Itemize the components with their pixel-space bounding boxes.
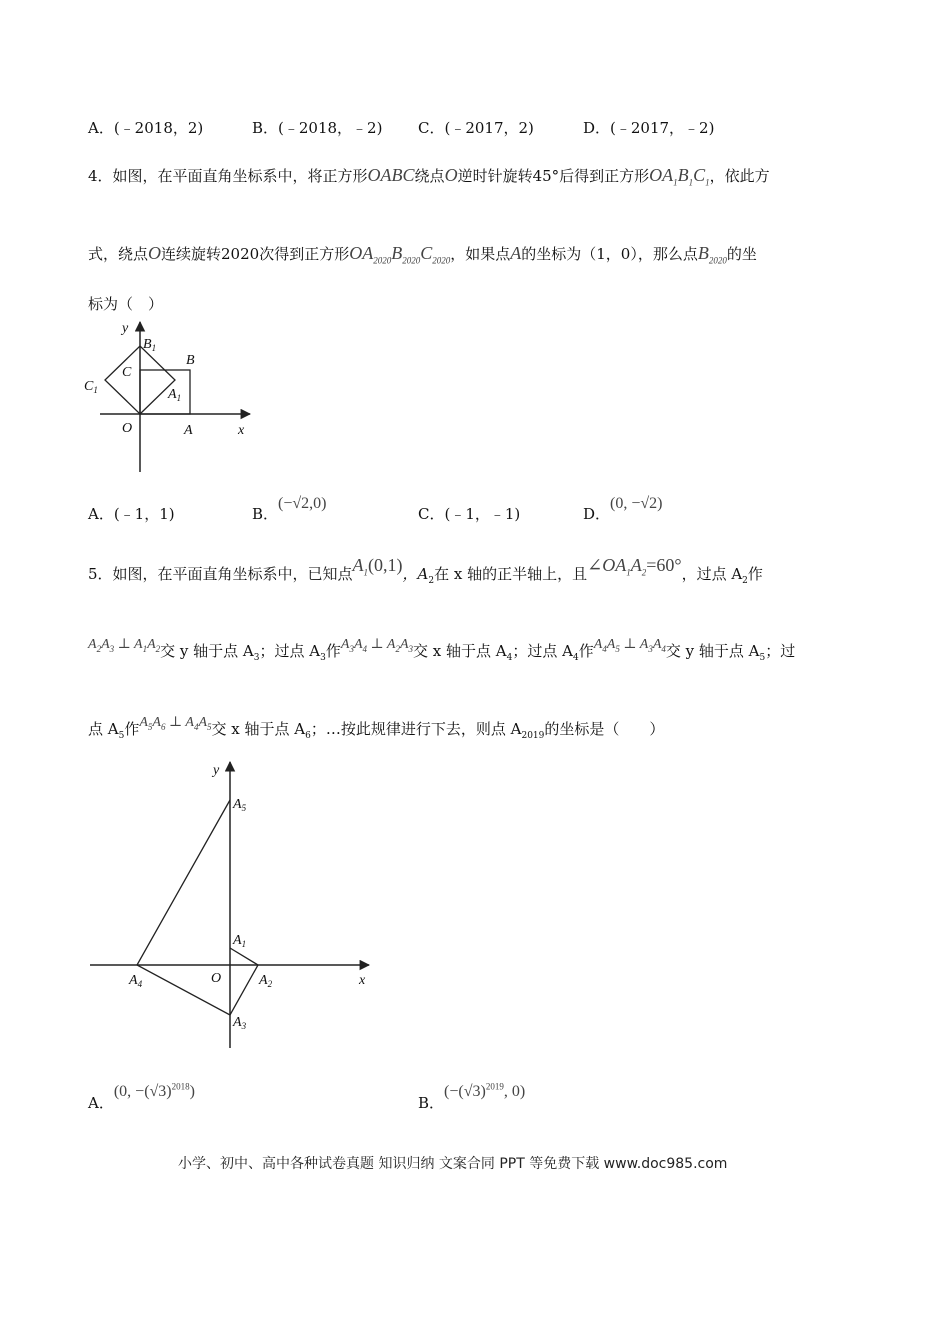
q4-label-y: y xyxy=(122,321,129,336)
q4-option-d-math: (0, −√2) xyxy=(610,495,663,512)
q5-text: 点 A xyxy=(88,720,119,738)
q4-text: 的坐标为（1，0），那么点 xyxy=(521,245,698,263)
q4-line-3: 标为（ ） xyxy=(88,295,164,313)
q4-option-d xyxy=(583,492,663,523)
q4-line-1 xyxy=(88,165,770,188)
q5-text: 5．如图，在平面直角坐标系中，已知点 xyxy=(88,565,353,583)
q4-label-b1 xyxy=(143,337,156,353)
q5-math-perp-4: $A_5A_6$ ⊥ $A_4A_5$ xyxy=(139,715,212,732)
q5-figure xyxy=(85,758,375,1053)
q5-math-perp-1: $A_2A_3$ ⊥ $A_1A_2$ xyxy=(88,637,161,654)
q5-text: 作 xyxy=(747,565,763,583)
q4-math-square-2020: $OA_{2020}B_{2020}C_{2020}$ xyxy=(349,243,451,266)
q5-text: 作 xyxy=(578,642,594,660)
q5-option-b-math: ($-(√3)^{2019}$, 0) xyxy=(444,1081,526,1100)
q5-sub: 4 xyxy=(506,653,513,663)
q5-label-a5-sub: 5 xyxy=(241,803,247,813)
q5-label-x: x xyxy=(359,973,366,988)
q5-label-a4-sub: 4 xyxy=(137,979,143,989)
q5-label-a4-main: A xyxy=(129,973,138,988)
q4-line-2 xyxy=(88,243,757,266)
q5-sub: 5 xyxy=(118,731,125,741)
q5-option-a-math: (0, $-(√3)^{2018}$) xyxy=(113,1081,195,1100)
q5-text: 交 y 轴于点 A xyxy=(160,642,254,660)
q4-text: ，如果点 xyxy=(450,245,511,263)
q4-label-a1 xyxy=(167,387,181,403)
q4-text: ，依此方 xyxy=(709,167,770,185)
q3-option-c: C．(﹣2017，2) xyxy=(418,119,534,137)
q4-text: 4．如图，在平面直角坐标系中，将正方形 xyxy=(88,167,368,185)
q4-math-o: O xyxy=(148,243,162,263)
q5-option-b-label: B． xyxy=(418,1094,445,1112)
q4-math-o: O xyxy=(444,165,458,185)
q5-label-a2 xyxy=(258,973,273,989)
q3-option-d: D．(﹣2017，﹣2) xyxy=(583,119,715,137)
q4-label-b: B xyxy=(186,353,195,368)
q5-label-a3-main: A xyxy=(233,1015,242,1030)
q4-text: 连续旋转2020次得到正方形 xyxy=(161,245,350,263)
q5-label-o: O xyxy=(211,971,222,986)
q4-option-b-math: (−√2,0) xyxy=(278,495,327,512)
q4-option-a: A．(﹣1，1) xyxy=(88,505,175,523)
q4-option-d-label: D． xyxy=(583,505,611,523)
q5-label-a5 xyxy=(232,797,247,813)
q4-label-x: x xyxy=(238,423,245,438)
q4-label-c1-main: C xyxy=(84,379,94,394)
q5-label-a4 xyxy=(128,973,143,989)
q5-label-y: y xyxy=(213,763,220,778)
q5-sub: 4 xyxy=(572,653,579,663)
q4-text: 式，绕点 xyxy=(88,245,149,263)
q4-label-c1-sub: 1 xyxy=(93,385,98,395)
q5-label-a1 xyxy=(232,933,246,949)
q5-text: 作 xyxy=(325,642,341,660)
q5-option-a-label: A． xyxy=(88,1094,114,1112)
q5-label-a2-sub: 2 xyxy=(267,979,273,989)
q5-math-perp-3: $A_4A_5$ ⊥ $A_3A_4$ xyxy=(593,637,666,654)
q4-text: 绕点 xyxy=(414,167,445,185)
q4-option-b-label: B． xyxy=(252,505,279,523)
q5-label-a5-main: A xyxy=(233,797,242,812)
q4-math-b2020: $B_{2020}$ xyxy=(697,243,727,266)
q5-text: 交 x 轴于点 A xyxy=(211,720,306,738)
q4-text: 逆时针旋转45°后得到正方形 xyxy=(457,167,650,185)
q5-text: ；过点 A xyxy=(512,642,573,660)
q5-sub: 3 xyxy=(253,653,260,663)
q5-text: 作 xyxy=(124,720,140,738)
q5-option-b xyxy=(418,1080,526,1112)
q5-math-a1-coord: $A_1(0,1)$ xyxy=(352,555,403,578)
q4-label-a1-main: A xyxy=(168,387,177,402)
q4-label-b1-main: B xyxy=(143,337,152,352)
q5-label-a2-main: A xyxy=(259,973,268,988)
q5-math-perp-2: $A_3A_4$ ⊥ $A_2A_3$ xyxy=(340,637,414,654)
q5-sub: 2 xyxy=(742,576,748,586)
q4-math-oabc: OABC xyxy=(367,165,415,185)
q5-label-a1-main: A xyxy=(233,933,242,948)
q5-line-2 xyxy=(88,637,796,663)
q5-text: 交 y 轴于点 A xyxy=(665,642,760,660)
q3-option-a: A．(﹣2018，2) xyxy=(88,119,204,137)
q4-math-oa1b1c1: $OA_1B_1C_1$ xyxy=(649,165,710,188)
q5-text: 交 x 轴于点 A xyxy=(413,642,507,660)
q4-text: 的坐 xyxy=(726,245,757,263)
q5-angle-value: =60° xyxy=(646,555,682,575)
q5-option-a xyxy=(88,1080,195,1112)
q5-sub: 2 xyxy=(428,576,435,586)
q5-sub: 6 xyxy=(305,731,311,741)
q5-label-a3 xyxy=(232,1015,247,1031)
q4-option-b xyxy=(252,492,327,523)
q4-label-c1 xyxy=(84,379,98,395)
q4-label-a: A xyxy=(184,423,193,438)
q4-label-b1-sub: 1 xyxy=(151,343,157,353)
q5-math-angle: $\angle OA_1A_2=60^\circ$ xyxy=(587,555,682,578)
q5-sub: 2019 xyxy=(521,731,545,741)
q5-line-3 xyxy=(88,715,665,741)
q5-text: 的坐标是（ ） xyxy=(544,720,665,738)
q5-sub: 3 xyxy=(320,653,326,663)
q4-math-a: A xyxy=(510,243,522,263)
q4-option-c: C．(﹣1，﹣1) xyxy=(418,505,521,523)
page-footer: 小学、初中、高中各种试卷真题 知识归纳 文案合同 PPT 等免费下载 www.doc985.com xyxy=(178,1156,728,1172)
q5-label-a3-sub: 3 xyxy=(241,1021,247,1031)
q4-label-o: O xyxy=(122,421,133,436)
q4-label-a1-sub: 1 xyxy=(176,393,182,403)
q5-label-a1-sub: 1 xyxy=(241,939,247,949)
q5-text: ；过点 A xyxy=(259,642,321,660)
q5-text: ，过点 A xyxy=(681,565,743,583)
q4-figure xyxy=(80,318,260,474)
q5-text: 在 x 轴的正半轴上，且 xyxy=(434,565,588,583)
q3-option-b: B．(﹣2018，﹣2) xyxy=(252,119,383,137)
q4-label-c: C xyxy=(122,365,132,380)
q5-text: ；过 xyxy=(765,642,796,660)
q5-sub: 5 xyxy=(759,653,766,663)
q5-line-1 xyxy=(88,555,763,586)
q5-text: ，A xyxy=(402,565,429,583)
q5-text: ；…按此规律进行下去，则点 A xyxy=(310,720,522,738)
